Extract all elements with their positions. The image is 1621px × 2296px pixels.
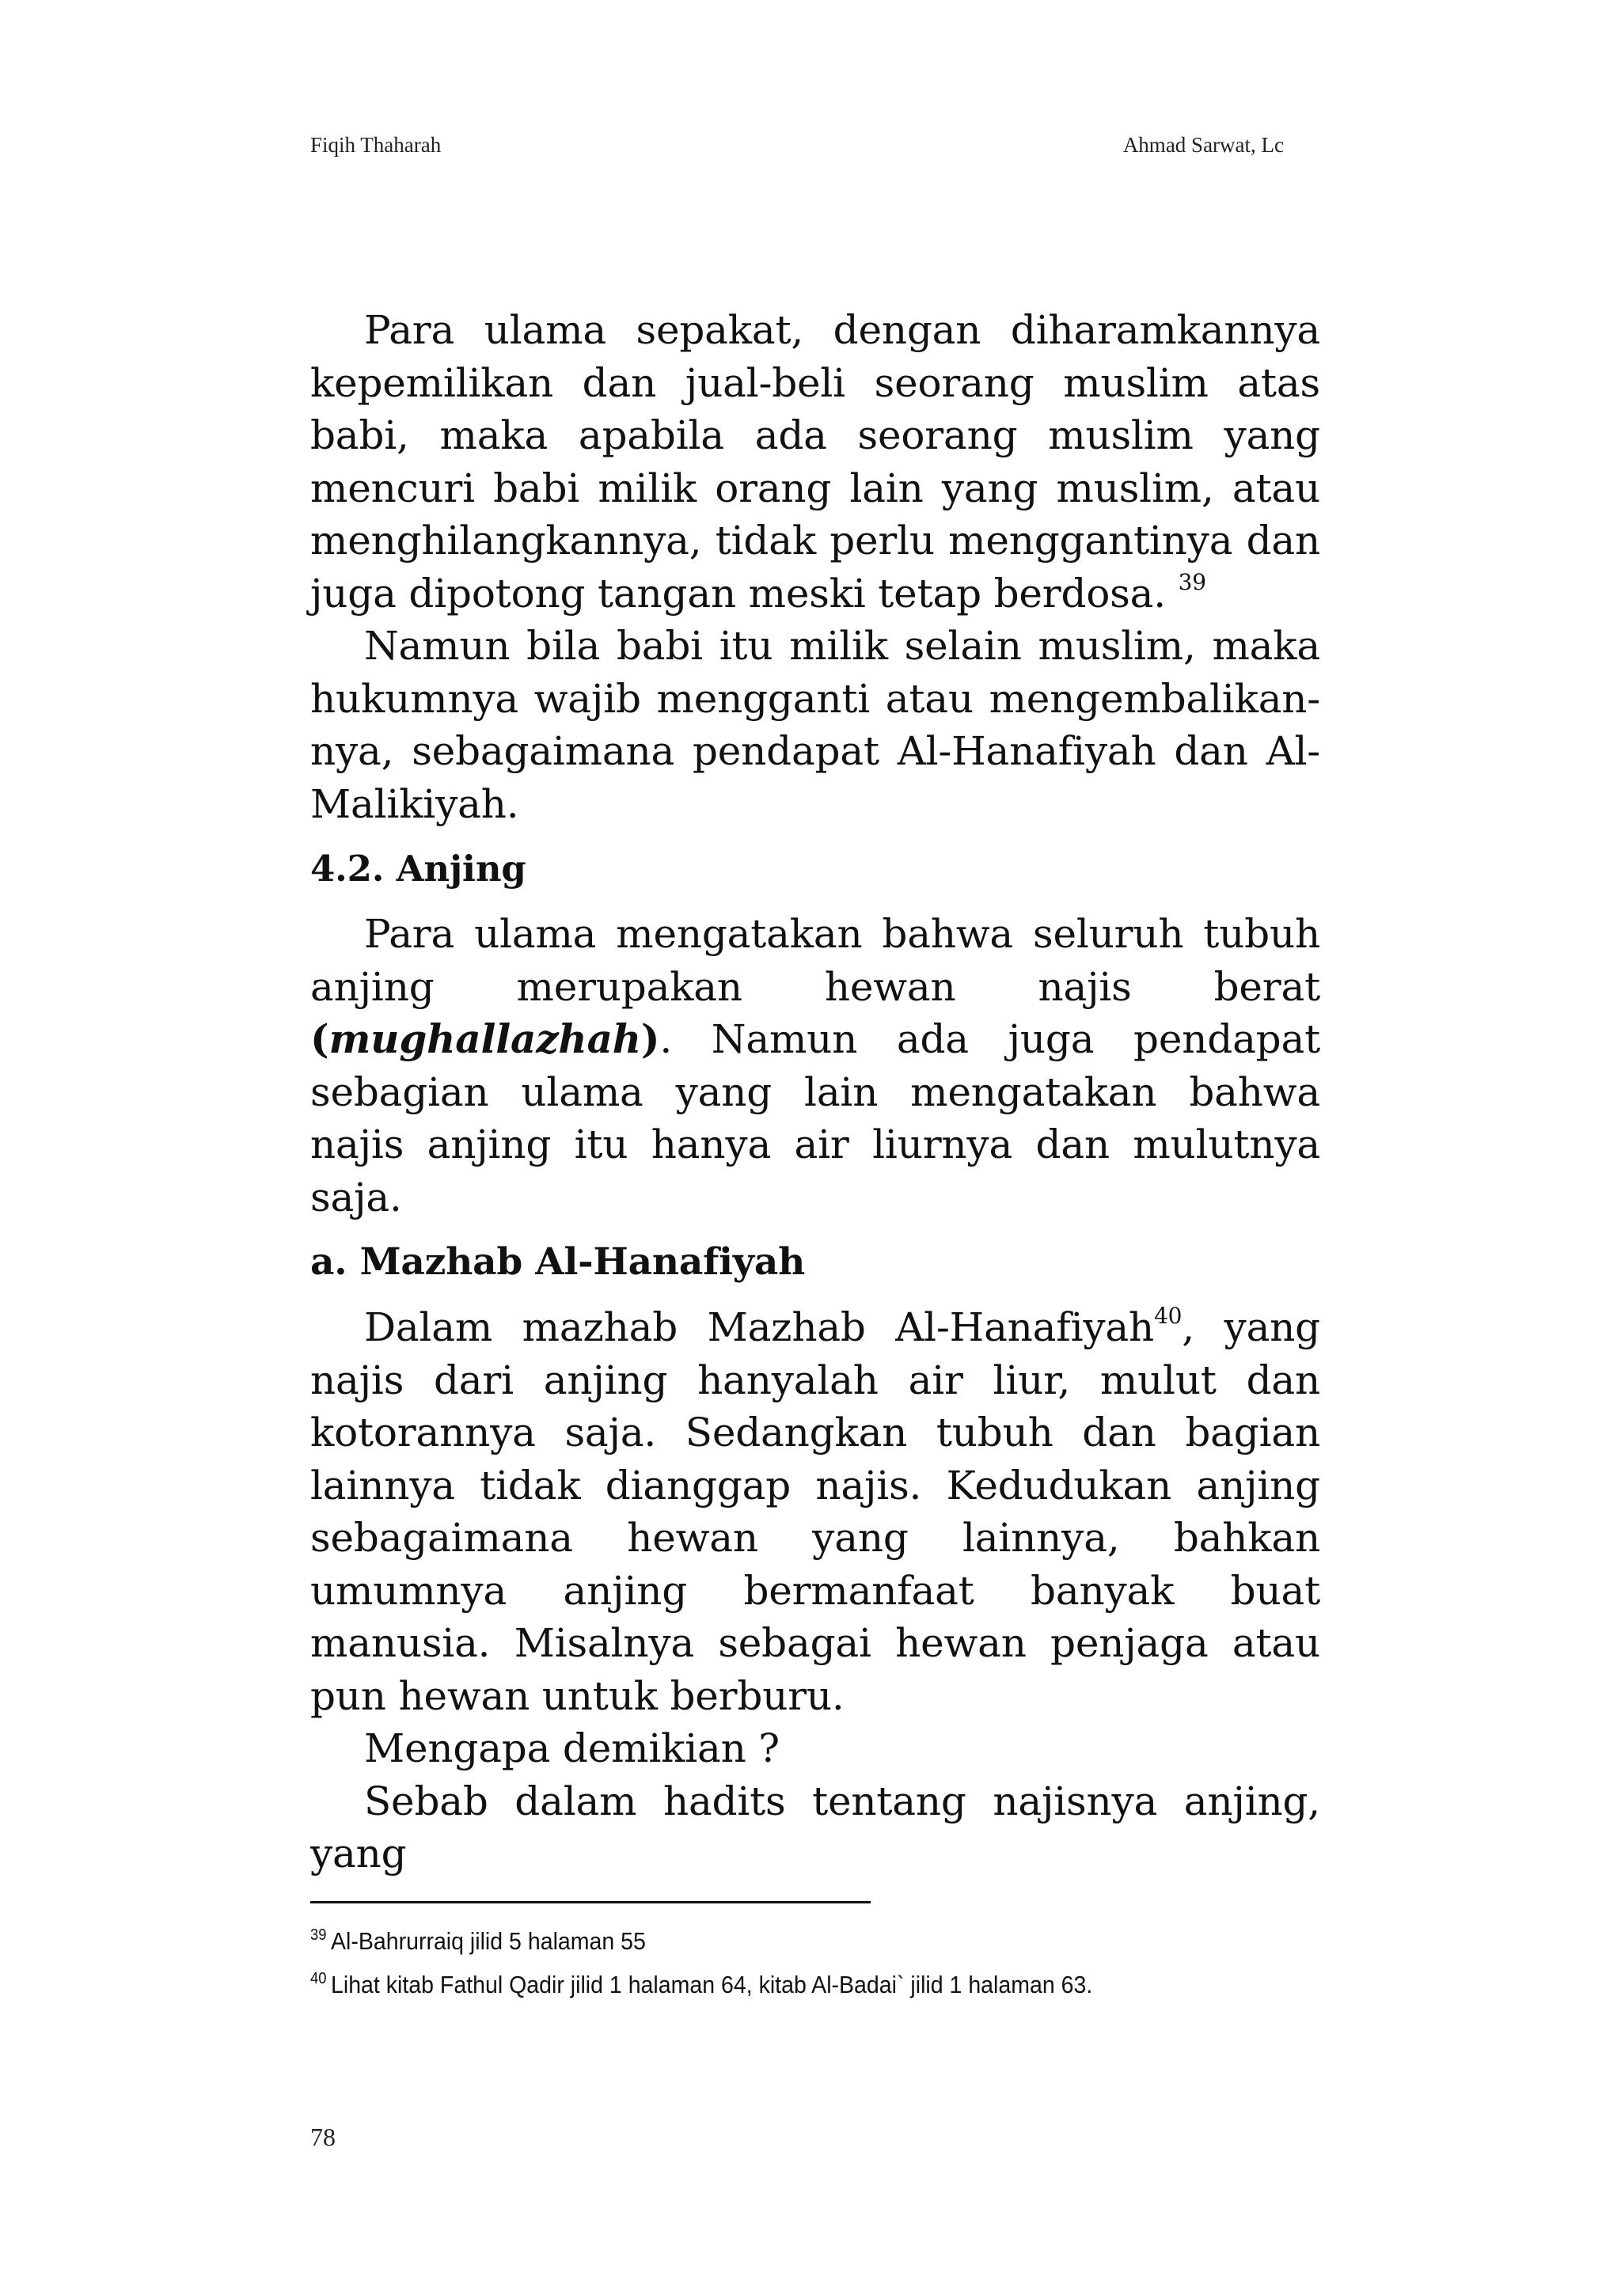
paragraph-5: Mengapa demikian ?: [364, 1725, 780, 1771]
page-body: [310, 304, 1320, 1880]
footnote-39-text: Al-Bahrurraiq jilid 5 halaman 55: [330, 1927, 646, 1955]
footnote-40: [310, 1963, 1239, 2006]
paragraph-3-text-a: Para ulama mengatakan bahwa seluruh tubuh anjing merupakan hewan najis berat: [310, 911, 1320, 1010]
paragraph-2: [310, 620, 1320, 830]
running-header: [310, 133, 1284, 165]
footnote-39-number: 39: [310, 1926, 327, 1944]
paragraph-1: [310, 304, 1320, 620]
paragraph-3: [310, 908, 1320, 1224]
paragraph-4-text-a: Dalam mazhab Mazhab Al-Hanafiyah: [364, 1304, 1155, 1350]
paragraph-3-text-b: . Namun ada juga pendapat sebagian ulama yang lain mengatakan bahwa najis anjing itu hanya air liurnya dan mulutnya saja.: [310, 1016, 1320, 1220]
page-number: 78: [310, 2123, 336, 2151]
footnote-40-text: Lihat kitab Fathul Qadir jilid 1 halaman 64, kitab Al-Badai` jilid 1 halaman 63.: [330, 1971, 1093, 1998]
footnote-ref-40: 40: [1154, 1303, 1183, 1329]
section-heading-hanafiyah: a. Mazhab Al-Hanafiyah: [310, 1240, 806, 1284]
paragraph-3-close-paren: ): [640, 1015, 660, 1062]
footnote-39: [310, 1919, 1239, 1963]
paragraph-4: [310, 1301, 1320, 1722]
footnote-divider: [310, 1901, 871, 1903]
footnote-40-number: 40: [310, 1970, 327, 1987]
paragraph-3-open-paren: (: [310, 1015, 329, 1062]
term-mughallazhah: mughallazhah: [328, 1015, 641, 1062]
footnotes: [310, 1919, 1239, 2006]
paragraph-4-text-b: , yang najis dari anjing hanyalah air liur, mulut dan kotorannya saja. Sedangkan tubuh dan bagian lainnya tidak dianggap najis. Kedudukan anjing sebagaimana hewan yang lainnya, bahkan umumnya anjing bermanfaat banyak buat manusia. Misalnya sebagai hewan penjaga atau pun hewan untuk berburu.: [310, 1304, 1320, 1719]
paragraph-6: Sebab dalam hadits tentang najisnya anjing, yang: [310, 1778, 1320, 1877]
header-book-title: Fiqih Thaharah: [310, 133, 442, 157]
paragraph-2-text: Namun bila babi itu milik selain muslim, maka hukumnya wajib mengganti atau mengembalikan-nya, sebagaimana pendapat Al-Hanafiyah dan Al-Malikiyah.: [310, 623, 1320, 827]
footnote-ref-39: 39: [1178, 568, 1206, 595]
section-heading-anjing: 4.2. Anjing: [310, 848, 526, 890]
paragraph-1-text: Para ulama sepakat, dengan diharamkannya kepemilikan dan jual-beli seorang muslim atas babi, maka apabila ada seorang muslim yang mencuri babi milik orang lain yang muslim, atau menghilangkannya, tidak perlu menggantinya dan juga dipotong tangan meski tetap berdosa.: [310, 307, 1320, 617]
header-author: Ahmad Sarwat, Lc: [1122, 133, 1284, 157]
